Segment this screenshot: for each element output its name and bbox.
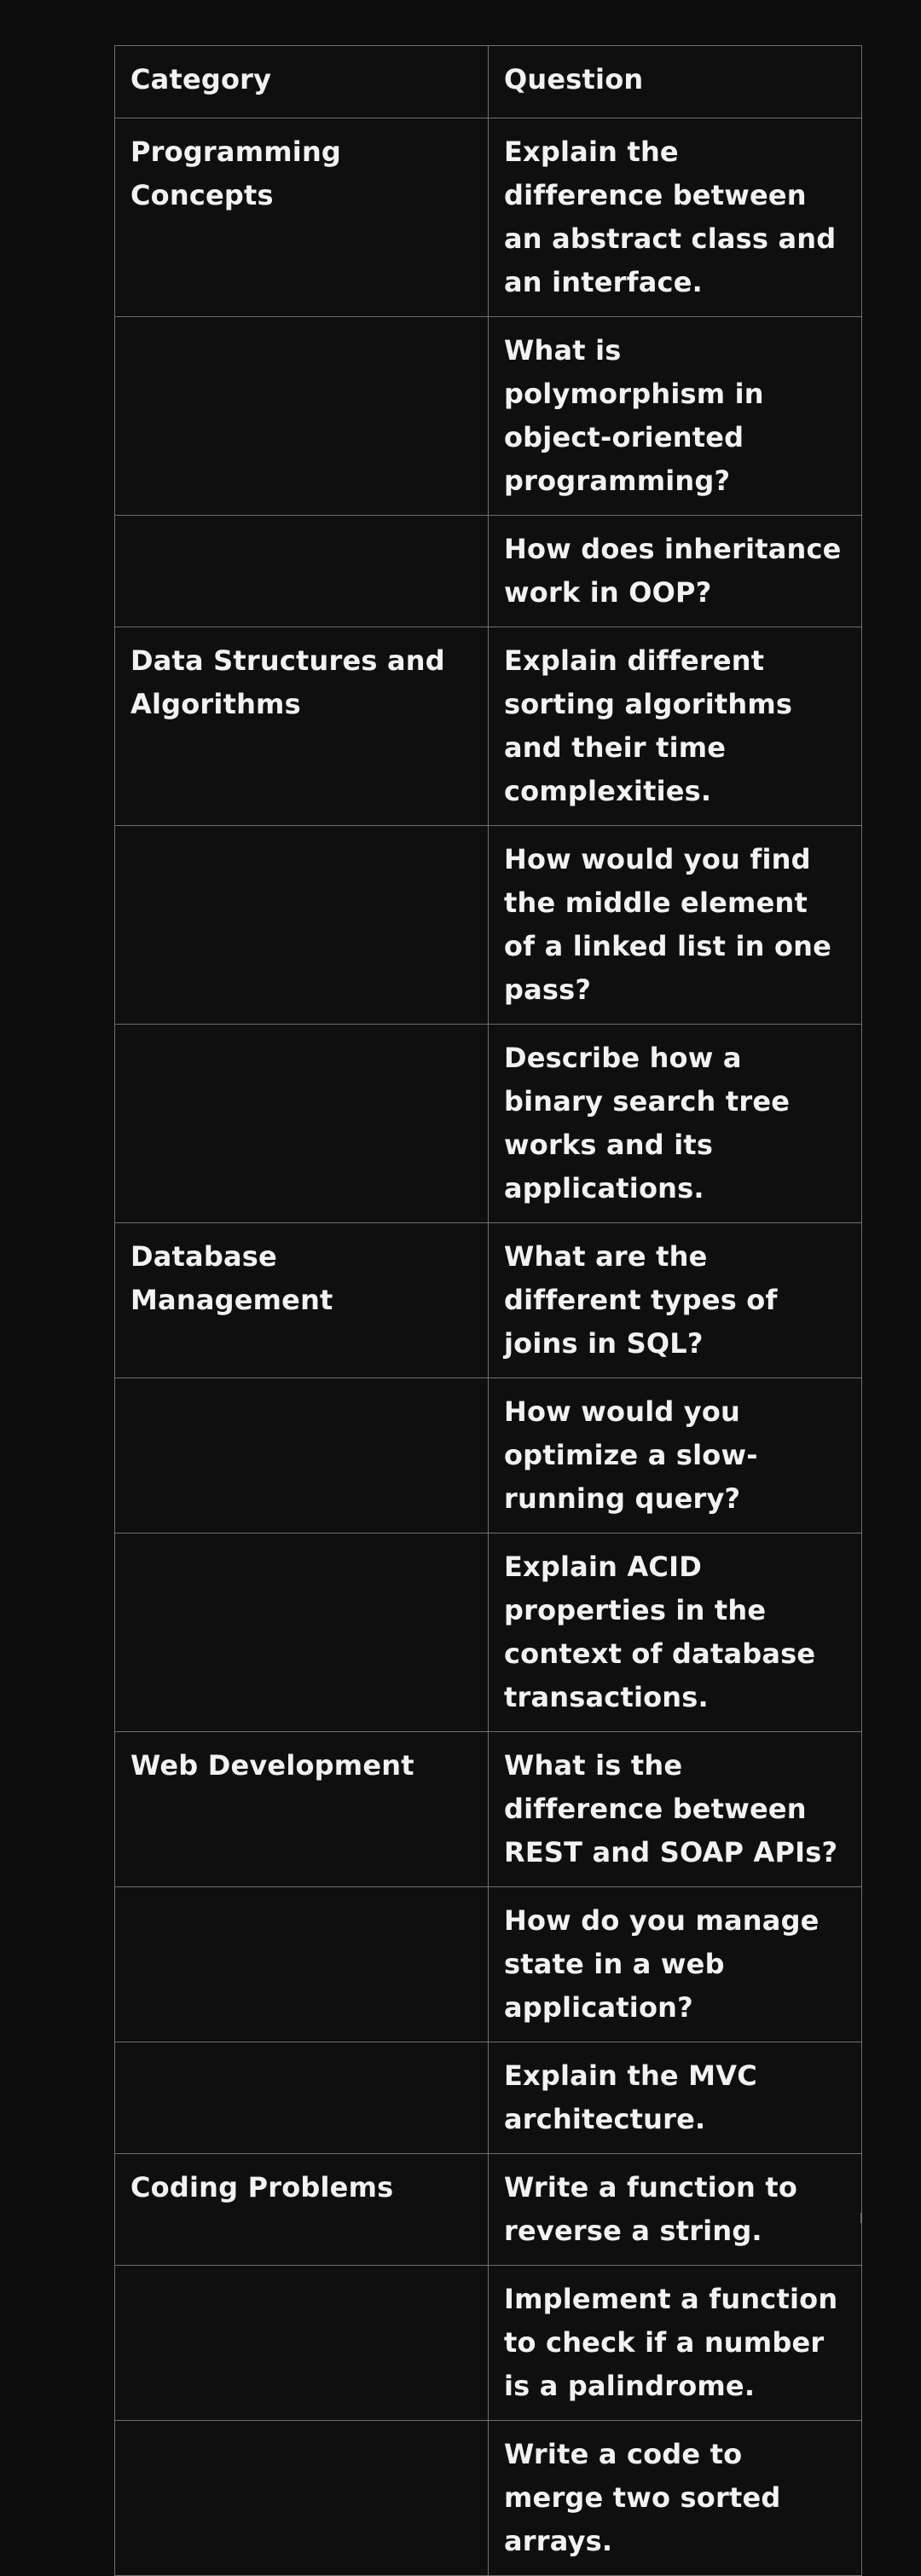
category-cell: Programming Concepts: [115, 118, 489, 317]
category-cell: Coding Problems: [115, 2154, 489, 2266]
question-cell: Describe how a binary search tree works and its applications.: [489, 1025, 862, 1223]
table-row: [115, 317, 862, 516]
questions-table: [114, 45, 862, 2576]
question-cell: Implement a function to check if a number is a palindrome.: [489, 2266, 862, 2421]
table-row: [115, 826, 862, 1025]
table-body: [115, 118, 862, 2576]
category-cell: Web Development: [115, 1732, 489, 1887]
table-row: [115, 1025, 862, 1223]
table-row: [115, 1533, 862, 1732]
question-cell: What are the different types of joins in SQL?: [489, 1223, 862, 1378]
category-cell: [115, 1378, 489, 1533]
question-cell: Explain the difference between an abstract class and an interface.: [489, 118, 862, 317]
question-cell: Write a function to reverse a string.: [489, 2154, 862, 2266]
question-cell: Explain ACID properties in the context of database transactions.: [489, 1533, 862, 1732]
question-cell: How would you find the middle element of a linked list in one pass?: [489, 826, 862, 1025]
category-cell: [115, 2042, 489, 2154]
category-cell: [115, 826, 489, 1025]
category-cell: [115, 516, 489, 627]
question-cell: Explain the MVC architecture.: [489, 2042, 862, 2154]
table-row: [115, 627, 862, 826]
question-cell: How would you optimize a slow-running query?: [489, 1378, 862, 1533]
table-row: [115, 2266, 862, 2421]
category-cell: [115, 1025, 489, 1223]
table-row: [115, 118, 862, 317]
table-row: [115, 1378, 862, 1533]
header-category: Category: [115, 46, 489, 118]
table-header-row: [115, 46, 862, 118]
table-row: [115, 2154, 862, 2266]
question-cell: What is the difference between REST and SOAP APIs?: [489, 1732, 862, 1887]
question-cell: Write a code to merge two sorted arrays.: [489, 2421, 862, 2576]
table-row: [115, 1732, 862, 1887]
category-cell: [115, 317, 489, 516]
question-cell: How do you manage state in a web application?: [489, 1887, 862, 2042]
table-row: [115, 2421, 862, 2576]
header-question: Question: [489, 46, 862, 118]
questions-table-container: [114, 45, 861, 2576]
category-cell: [115, 2421, 489, 2576]
table-row: [115, 2042, 862, 2154]
question-cell: How does inheritance work in OOP?: [489, 516, 862, 627]
category-cell: [115, 1887, 489, 2042]
table-row: [115, 1887, 862, 2042]
category-cell: Database Management: [115, 1223, 489, 1378]
table-row: [115, 516, 862, 627]
table-row: [115, 1223, 862, 1378]
question-cell: Explain different sorting algorithms and their time complexities.: [489, 627, 862, 826]
category-cell: Data Structures and Algorithms: [115, 627, 489, 826]
category-cell: [115, 1533, 489, 1732]
category-cell: [115, 2266, 489, 2421]
table-continuation-edge: [114, 2213, 861, 2223]
question-cell: What is polymorphism in object-oriented programming?: [489, 317, 862, 516]
